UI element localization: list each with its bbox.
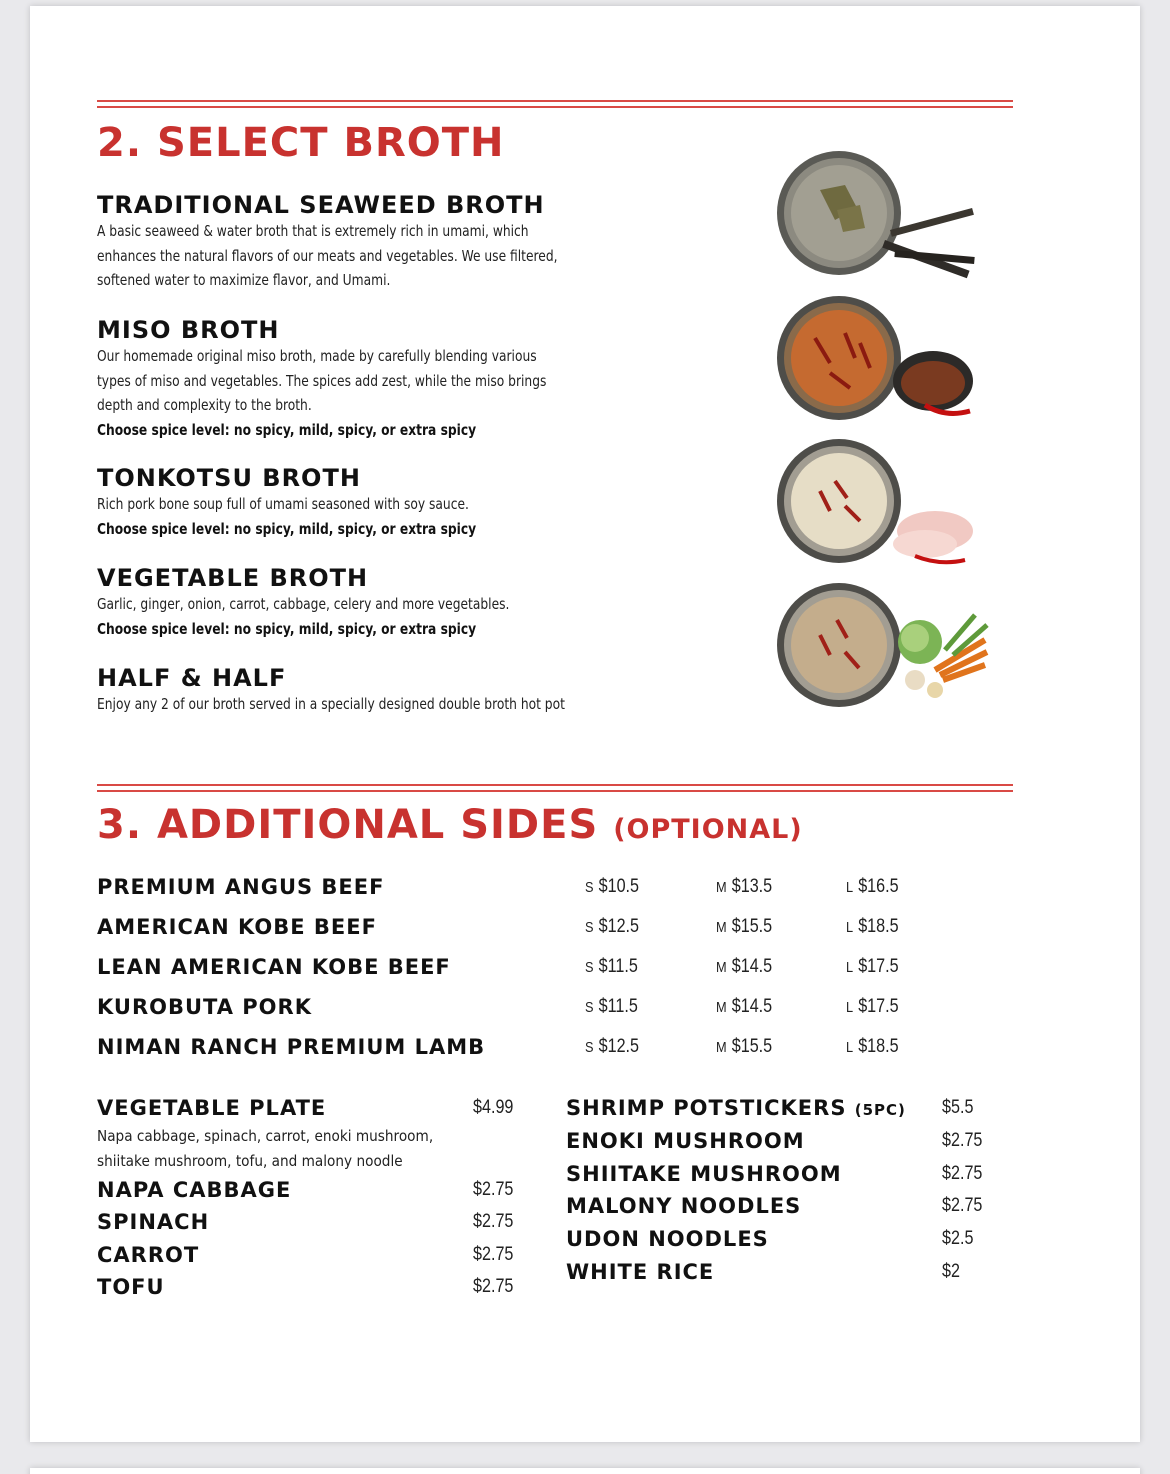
side-price: $5.5 — [942, 1097, 974, 1118]
broth-item-tonkotsu — [97, 464, 697, 541]
side-price: $2.75 — [473, 1276, 514, 1297]
price-large: L $17.5 — [846, 996, 899, 1017]
price-large: L $16.5 — [846, 876, 899, 897]
side-name-vegetable-plate: VEGETABLE PLATE — [97, 1096, 327, 1120]
meat-name: KUROBUTA PORK — [97, 995, 312, 1019]
meat-name: PREMIUM ANGUS BEEF — [97, 875, 385, 899]
side-price: $2 — [942, 1261, 960, 1282]
price-small: S $10.5 — [585, 876, 640, 897]
side-name: ENOKI MUSHROOM — [566, 1129, 805, 1153]
side-price: $4.99 — [473, 1097, 514, 1118]
broth-desc-line: Rich pork bone soup full of umami seasoned with soy sauce. — [97, 495, 469, 513]
broth-name: MISO BROTH — [97, 316, 280, 344]
broth-item-miso — [97, 316, 697, 442]
side-price: $2.75 — [942, 1195, 983, 1216]
broth-item-seaweed — [97, 191, 697, 293]
broth-desc-line: softened water to maximize flavor, and Umami. — [97, 271, 391, 289]
sides-title-optional: (OPTIONAL) — [613, 814, 803, 845]
broth-name: VEGETABLE BROTH — [97, 564, 369, 592]
broth-section-title: 2. SELECT BROTH — [97, 120, 505, 166]
broth-desc-line: Enjoy any 2 of our broth served in a specially designed double broth hot pot — [97, 695, 565, 713]
broth-name: TRADITIONAL SEAWEED BROTH — [97, 191, 545, 219]
spice-level-note: Choose spice level: no spicy, mild, spicy, or extra spicy — [97, 619, 477, 638]
price-small: S $11.5 — [585, 956, 638, 977]
side-name: UDON NOODLES — [566, 1227, 769, 1251]
miso-broth-image — [775, 293, 985, 428]
next-page-edge — [30, 1468, 1140, 1474]
section-rule-broth — [97, 100, 1013, 108]
broth-desc-line: Garlic, ginger, onion, carrot, cabbage, celery and more vegetables. — [97, 595, 510, 613]
side-name: NAPA CABBAGE — [97, 1178, 292, 1202]
broth-desc-line: types of miso and vegetables. The spices add zest, while the miso brings — [97, 371, 547, 390]
price-small: S $12.5 — [585, 1036, 640, 1057]
price-medium: M $13.5 — [716, 876, 773, 897]
side-name: WHITE RICE — [566, 1260, 715, 1284]
side-price: $2.5 — [942, 1228, 974, 1249]
vegetable-broth-image — [775, 580, 995, 720]
meat-name: LEAN AMERICAN KOBE BEEF — [97, 955, 451, 979]
side-name: MALONY NOODLES — [566, 1194, 802, 1218]
broth-desc-line: A basic seaweed & water broth that is extremely rich in umami, which — [97, 222, 529, 240]
price-small: S $12.5 — [585, 916, 640, 937]
price-small: S $11.5 — [585, 996, 638, 1017]
side-price: $2.75 — [473, 1211, 514, 1232]
broth-item-vegetable — [97, 564, 697, 641]
side-name: SHRIMP POTSTICKERS (5PC) — [566, 1096, 906, 1120]
sides-title-text: 3. ADDITIONAL SIDES — [97, 802, 599, 848]
side-price: $2.75 — [473, 1179, 514, 1200]
price-large: L $18.5 — [846, 1036, 899, 1057]
tonkotsu-broth-image — [775, 436, 985, 571]
price-medium: M $14.5 — [716, 956, 773, 977]
sides-section-title — [97, 802, 803, 848]
price-large: L $17.5 — [846, 956, 899, 977]
meat-name: AMERICAN KOBE BEEF — [97, 915, 377, 939]
spice-level-note: Choose spice level: no spicy, mild, spicy, or extra spicy — [97, 420, 477, 439]
price-medium: M $15.5 — [716, 916, 773, 937]
seaweed-broth-image — [775, 150, 985, 280]
price-medium: M $15.5 — [716, 1036, 773, 1057]
side-name: TOFU — [97, 1275, 165, 1299]
side-name: SHIITAKE MUSHROOM — [566, 1162, 842, 1186]
spice-level-note: Choose spice level: no spicy, mild, spicy, or extra spicy — [97, 519, 477, 538]
broth-name: HALF & HALF — [97, 664, 287, 692]
section-rule-sides — [97, 784, 1013, 792]
price-large: L $18.5 — [846, 916, 899, 937]
broth-desc-line: depth and complexity to the broth. — [97, 396, 312, 414]
vegetable-plate-desc: Napa cabbage, spinach, carrot, enoki mushroom, shiitake mushroom, tofu, and malony noodle — [97, 1127, 434, 1170]
broth-name: TONKOTSU BROTH — [97, 464, 361, 492]
side-price: $2.75 — [942, 1163, 983, 1184]
side-name: CARROT — [97, 1243, 200, 1267]
price-medium: M $14.5 — [716, 996, 773, 1017]
broth-item-half-half — [97, 664, 697, 717]
meat-name: NIMAN RANCH PREMIUM LAMB — [97, 1035, 486, 1059]
side-price: $2.75 — [473, 1244, 514, 1265]
side-name: SPINACH — [97, 1210, 210, 1234]
broth-desc-line: Our homemade original miso broth, made by carefully blending various — [97, 347, 537, 365]
side-price: $2.75 — [942, 1130, 983, 1151]
broth-desc-line: enhances the natural flavors of our meats and vegetables. We use filtered, — [97, 246, 558, 265]
